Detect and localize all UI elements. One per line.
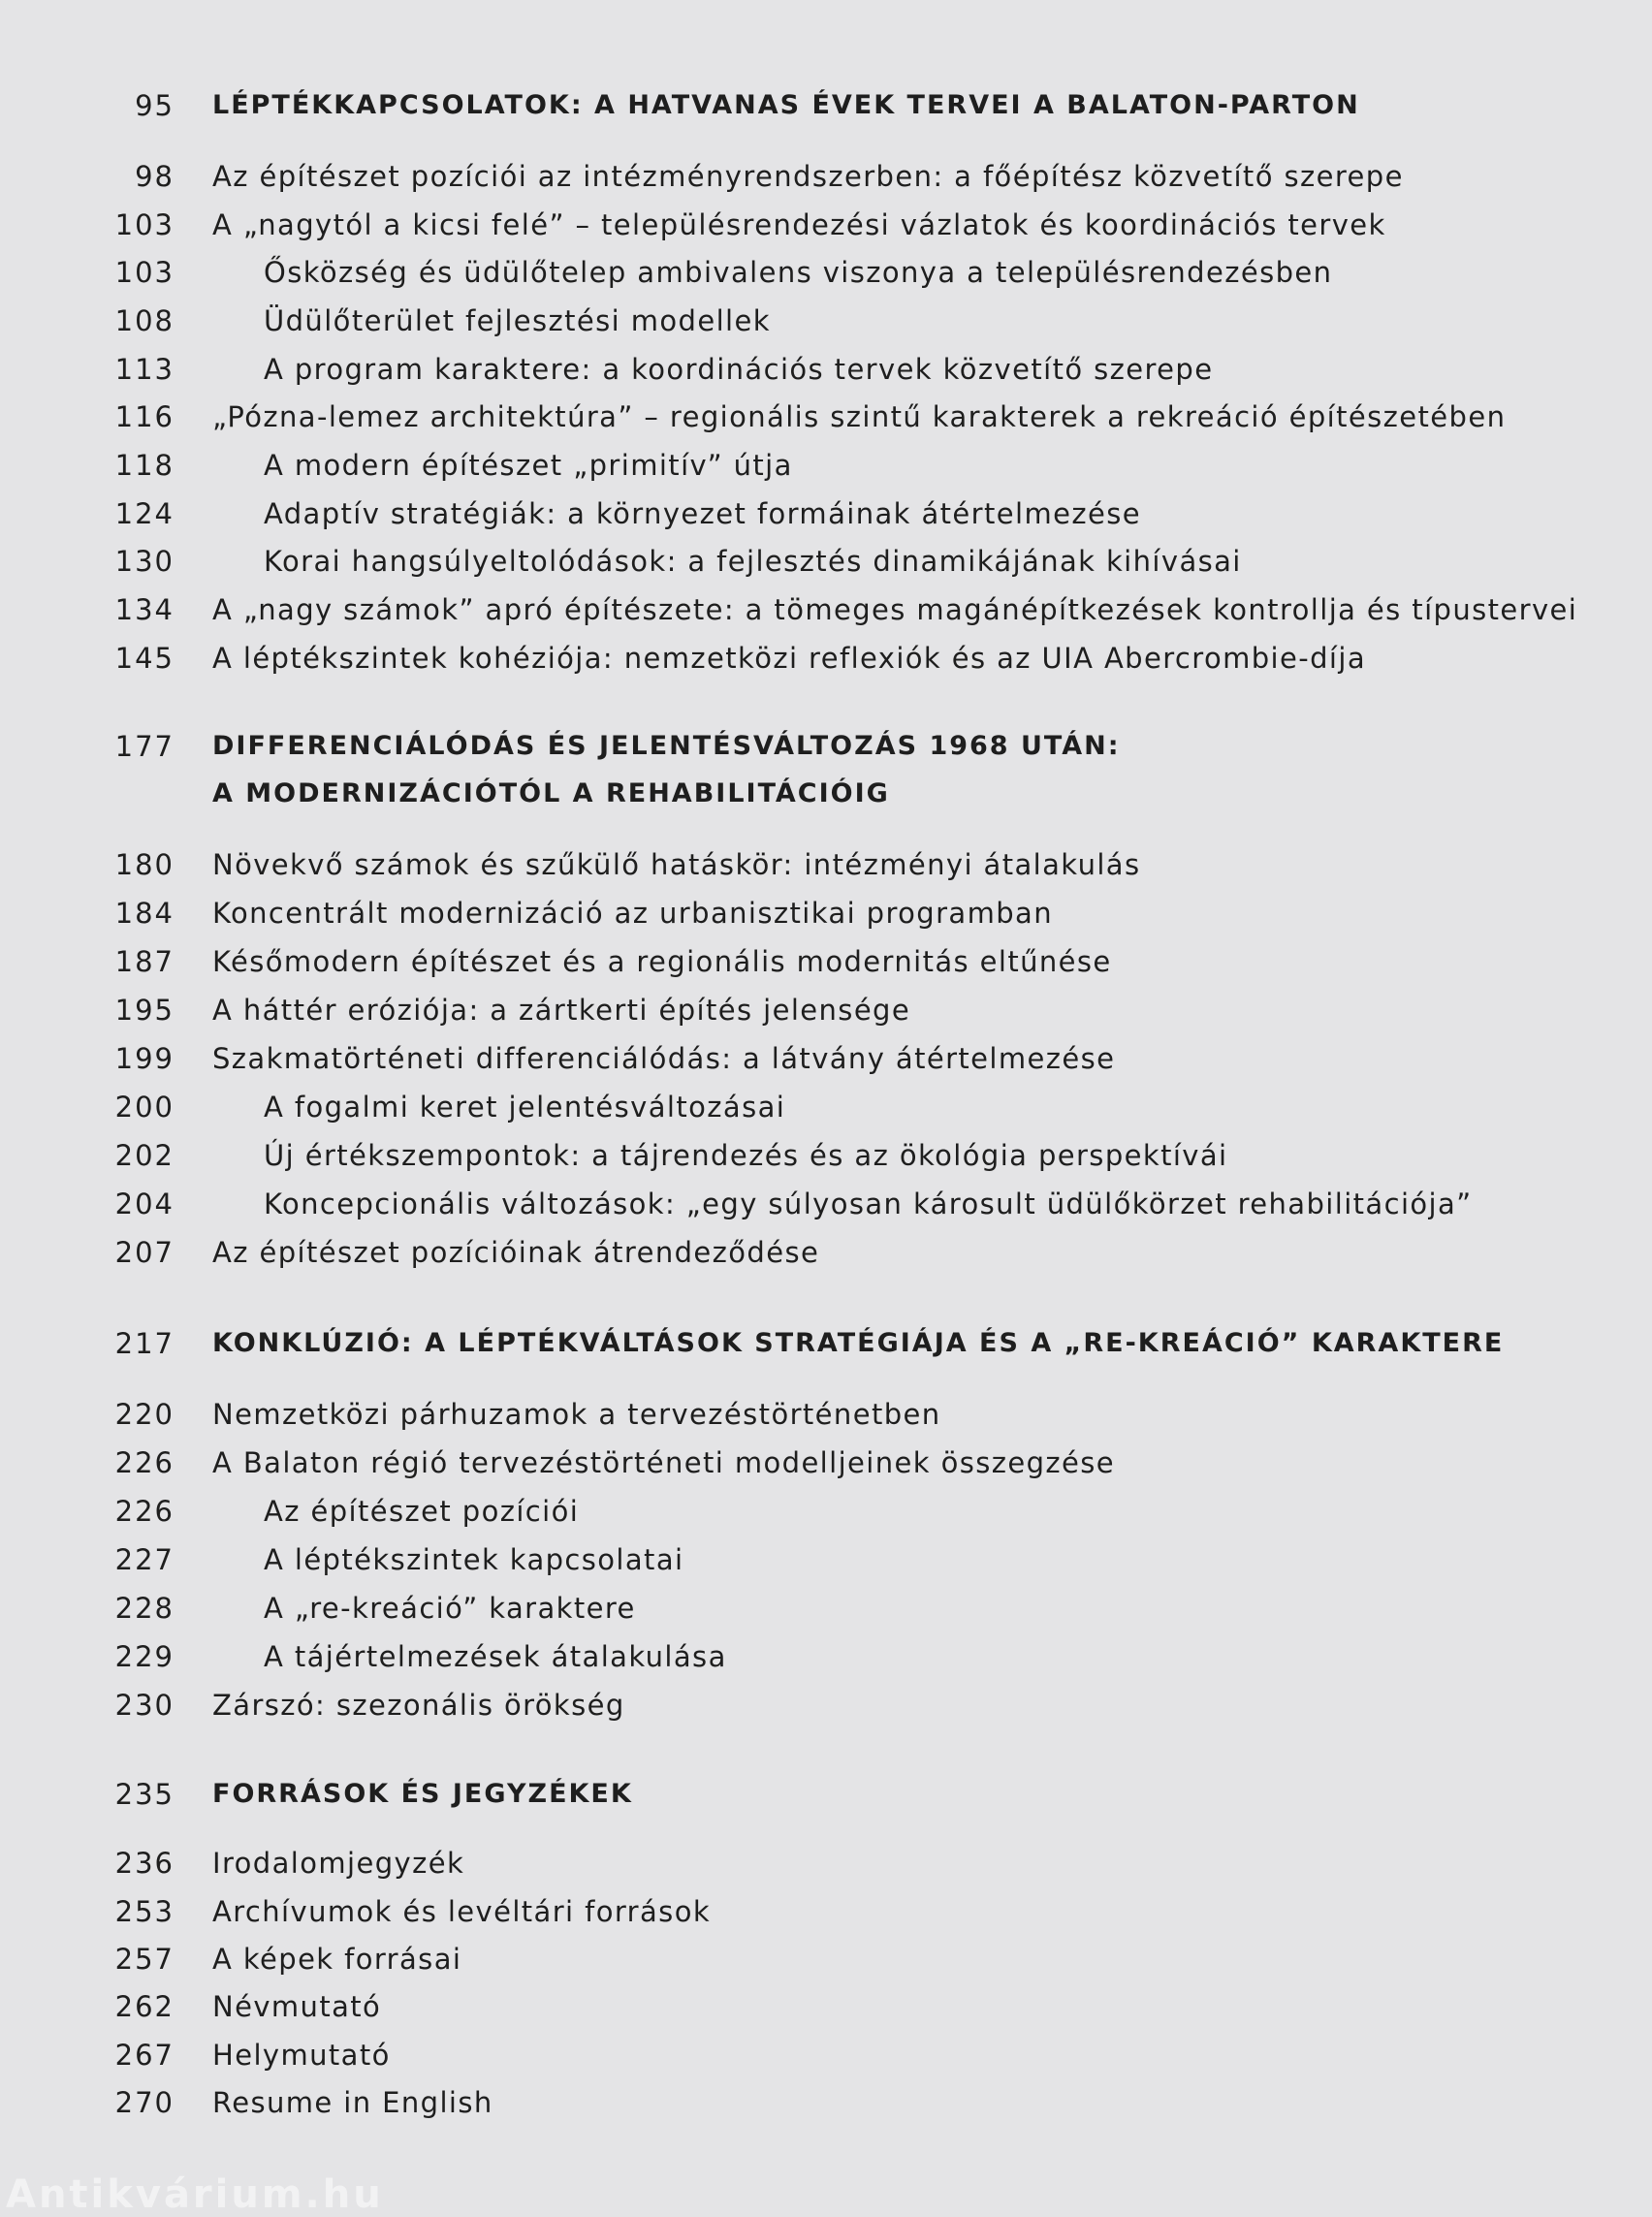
toc-entry: [0, 2080, 1652, 2125]
toc-entry: [0, 1937, 1652, 1981]
entry-title: Koncentrált modernizáció az urbanisztikai programban: [212, 897, 1053, 930]
page-number: 130: [114, 545, 175, 578]
toc-entry: [0, 1441, 1652, 1485]
toc-entry: [0, 1683, 1652, 1727]
entry-title: Archívumok és levéltári források: [212, 1895, 712, 1928]
page-number: 270: [114, 2086, 175, 2119]
chapter-heading: [0, 724, 1652, 769]
page-number: 230: [114, 1689, 175, 1722]
chapter-title: DIFFERENCIÁLÓDÁS ÉS JELENTÉSVÁLTOZÁS 1968 UTÁN:: [212, 731, 1121, 761]
entry-title: Későmodern építészet és a regionális modernitás eltűnése: [212, 945, 1112, 978]
page-number: 113: [114, 353, 175, 386]
page-number: 267: [114, 2039, 175, 2072]
entry-title: A képek forrásai: [212, 1943, 462, 1976]
watermark: Antikvárium.hu: [6, 2172, 384, 2217]
chapter-heading: [0, 1321, 1652, 1366]
page-number: 220: [114, 1398, 175, 1431]
page-number: 257: [114, 1943, 175, 1976]
toc-entry: [0, 2033, 1652, 2077]
page-number: 262: [114, 1990, 175, 2023]
toc-subentry: [0, 1085, 1652, 1129]
page-number: 116: [114, 400, 175, 433]
toc-subentry: [0, 347, 1652, 392]
entry-title: A modern építészet „primitív” útja: [264, 449, 793, 482]
entry-title: A program karaktere: a koordinációs tervek közvetítő szerepe: [264, 353, 1214, 386]
page-number: 184: [114, 897, 175, 930]
entry-title: Üdülőterület fejlesztési modellek: [264, 304, 771, 337]
entry-title: Korai hangsúlyeltolódások: a fejlesztés dinamikájának kihívásai: [264, 545, 1242, 578]
entry-title: Névmutató: [212, 1990, 382, 2023]
page-number: 118: [114, 449, 175, 482]
entry-title: Adaptív stratégiák: a környezet formáinak átértelmezése: [264, 497, 1141, 530]
toc-entry: [0, 1230, 1652, 1275]
page-number: 98: [135, 160, 175, 193]
entry-title: „Pózna-lemez architektúra” – regionális szintű karakterek a rekreáció építészetében: [212, 400, 1507, 433]
entry-title: Növekvő számok és szűkülő hatáskör: intézményi átalakulás: [212, 848, 1141, 881]
entry-title: Ősközség és üdülőtelep ambivalens viszonya a településrendezésben: [264, 256, 1333, 289]
page-number: 226: [114, 1446, 175, 1479]
toc-entry: [0, 891, 1652, 935]
page-number: 253: [114, 1895, 175, 1928]
toc-entry: [0, 587, 1652, 632]
toc-subentry: [0, 1586, 1652, 1631]
page-number: 195: [114, 994, 175, 1027]
page-number: 204: [114, 1188, 175, 1220]
page-number: 124: [114, 497, 175, 530]
page-number: 229: [114, 1640, 175, 1673]
toc-entry: [0, 842, 1652, 887]
toc-subentry: [0, 250, 1652, 295]
page-number: 207: [114, 1236, 175, 1269]
page-number: 226: [114, 1495, 175, 1528]
entry-title: A léptékszintek kapcsolatai: [264, 1543, 684, 1576]
chapter-heading: [0, 83, 1652, 128]
page-number: 187: [114, 945, 175, 978]
toc-entry: [0, 1392, 1652, 1437]
toc-entry: [0, 939, 1652, 984]
entry-title: A „re-kreáció” karaktere: [264, 1592, 636, 1625]
page-number: 200: [114, 1091, 175, 1124]
toc-subentry: [0, 1489, 1652, 1534]
page-number: 145: [114, 642, 175, 675]
entry-title: A Balaton régió tervezéstörténeti modelljeinek összegzése: [212, 1446, 1116, 1479]
toc-subentry: [0, 1537, 1652, 1582]
entry-title: A háttér eróziója: a zártkerti építés jelensége: [212, 994, 911, 1027]
entry-title: A „nagytól a kicsi felé” – településrendezési vázlatok és koordinációs tervek: [212, 208, 1386, 241]
toc-subentry: [0, 443, 1652, 488]
toc-subentry: [0, 539, 1652, 584]
page-number: 177: [114, 730, 175, 763]
toc-subentry: [0, 299, 1652, 343]
toc-subentry: [0, 491, 1652, 536]
toc-entry: [0, 154, 1652, 199]
toc-subentry: [0, 1634, 1652, 1679]
entry-title: Zárszó: szezonális örökség: [212, 1689, 625, 1722]
toc-entry: [0, 395, 1652, 439]
page-number: 108: [114, 304, 175, 337]
entry-title: Új értékszempontok: a tájrendezés és az ökológia perspektívái: [264, 1139, 1228, 1172]
page-number: 236: [114, 1847, 175, 1880]
page-number: 134: [114, 593, 175, 626]
page-number: 103: [114, 256, 175, 289]
toc-entry: [0, 203, 1652, 247]
entry-title: Nemzetközi párhuzamok a tervezéstörténetben: [212, 1398, 941, 1431]
entry-title: Az építészet pozíciói az intézményrendszerben: a főépítész közvetítő szerepe: [212, 160, 1404, 193]
toc-entry: [0, 1889, 1652, 1934]
entry-title: A fogalmi keret jelentésváltozásai: [264, 1091, 786, 1124]
page-number: 103: [114, 208, 175, 241]
page-number: 95: [135, 89, 175, 122]
chapter-title-line2: A MODERNIZÁCIÓTÓL A REHABILITÁCIÓIG: [212, 778, 890, 808]
entry-title: Resume in English: [212, 2086, 493, 2119]
page-number: 202: [114, 1139, 175, 1172]
page-number: 217: [114, 1327, 175, 1360]
entry-title: Helymutató: [212, 2039, 391, 2072]
chapter-heading: [0, 1772, 1652, 1817]
entry-title: Az építészet pozíciói: [264, 1495, 580, 1528]
page-number: 228: [114, 1592, 175, 1625]
entry-title: Koncepcionális változások: „egy súlyosan károsult üdülőkörzet rehabilitációja”: [264, 1188, 1473, 1220]
entry-title: A léptékszintek kohéziója: nemzetközi reflexiók és az UIA Abercrombie-díja: [212, 642, 1367, 675]
toc-entry: [0, 636, 1652, 681]
chapter-title: FORRÁSOK ÉS JEGYZÉKEK: [212, 1779, 633, 1809]
toc-subentry: [0, 1182, 1652, 1226]
entry-title: Szakmatörténeti differenciálódás: a látvány átértelmezése: [212, 1042, 1116, 1075]
toc-subentry: [0, 1133, 1652, 1178]
chapter-title: KONKLÚZIÓ: A LÉPTÉKVÁLTÁSOK STRATÉGIÁJA ÉS A „RE-KREÁCIÓ” KARAKTERE: [212, 1328, 1505, 1358]
page-number: 180: [114, 848, 175, 881]
page-number: 227: [114, 1543, 175, 1576]
chapter-title: LÉPTÉKKAPCSOLATOK: A HATVANAS ÉVEK TERVEI A BALATON-PARTON: [212, 90, 1360, 120]
entry-title: A tájértelmezések átalakulása: [264, 1640, 727, 1673]
toc-entry: [0, 1984, 1652, 2029]
entry-title: Az építészet pozícióinak átrendeződése: [212, 1236, 820, 1269]
toc-entry: [0, 988, 1652, 1032]
toc-entry: [0, 1841, 1652, 1885]
page-number: 235: [114, 1778, 175, 1811]
toc-entry: [0, 1036, 1652, 1081]
entry-title: A „nagy számok” apró építészete: a tömeges magánépítkezések kontrollja és típustervei: [212, 593, 1578, 626]
entry-title: Irodalomjegyzék: [212, 1847, 465, 1880]
page-number: 199: [114, 1042, 175, 1075]
